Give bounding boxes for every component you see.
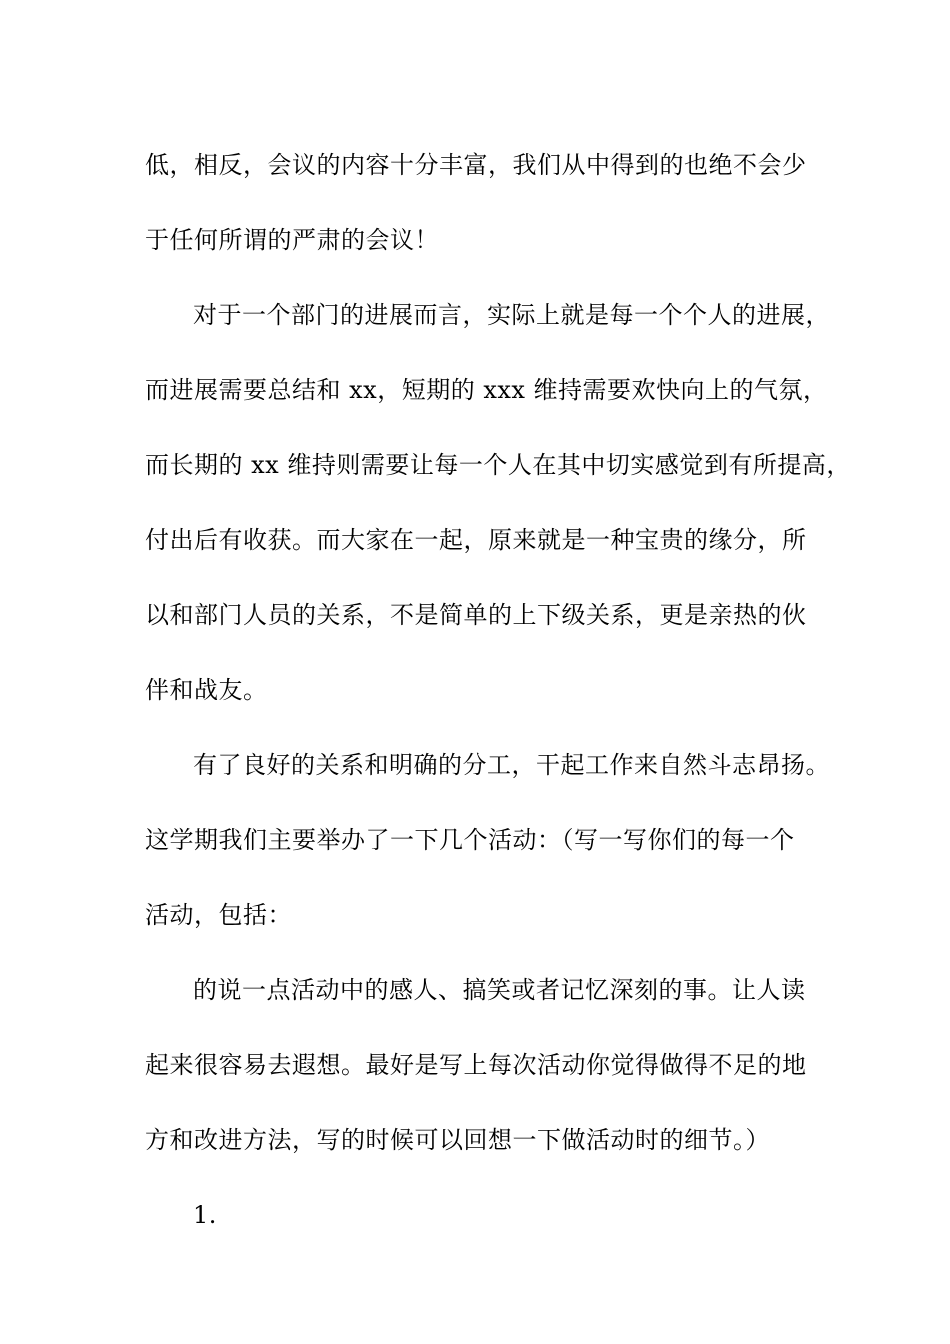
list-number: 1. <box>193 1201 217 1229</box>
text-line: 方和改进方法，写的时候可以回想一下做活动时的细节。） <box>145 1126 770 1154</box>
text-line: 这学期我们主要举办了一下几个活动：（写一写你们的每一个 <box>145 826 795 854</box>
text-line: 而长期的 xx 维持则需要让每一个人在其中切实感觉到有所提高， <box>145 451 851 479</box>
document-body <box>145 128 851 1253</box>
text-line: 以和部门人员的关系，不是简单的上下级关系，更是亲热的伙 <box>145 601 807 629</box>
text-line: 活动，包括： <box>145 901 292 929</box>
paragraph-start-line: 对于一个部门的进展而言，实际上就是每一个个人的进展， <box>193 301 830 329</box>
text-line: 于任何所谓的严肃的会议！ <box>145 226 439 254</box>
text-line: 付出后有收获。而大家在一起，原来就是一种宝贵的缘分，所 <box>145 526 807 554</box>
text-line: 低，相反，会议的内容十分丰富，我们从中得到的也绝不会少 <box>145 151 807 179</box>
text-line: 起来很容易去遐想。最好是写上每次活动你觉得做得不足的地 <box>145 1051 807 1079</box>
text-line: 伴和战友。 <box>145 676 268 704</box>
paragraph-start-line: 有了良好的关系和明确的分工，干起工作来自然斗志昂扬。 <box>193 751 830 779</box>
text-line: 而进展需要总结和 xx，短期的 xxx 维持需要欢快向上的气氛， <box>145 376 828 404</box>
paragraph-start-line: 的说一点活动中的感人、搞笑或者记忆深刻的事。让人读 <box>193 976 806 1004</box>
